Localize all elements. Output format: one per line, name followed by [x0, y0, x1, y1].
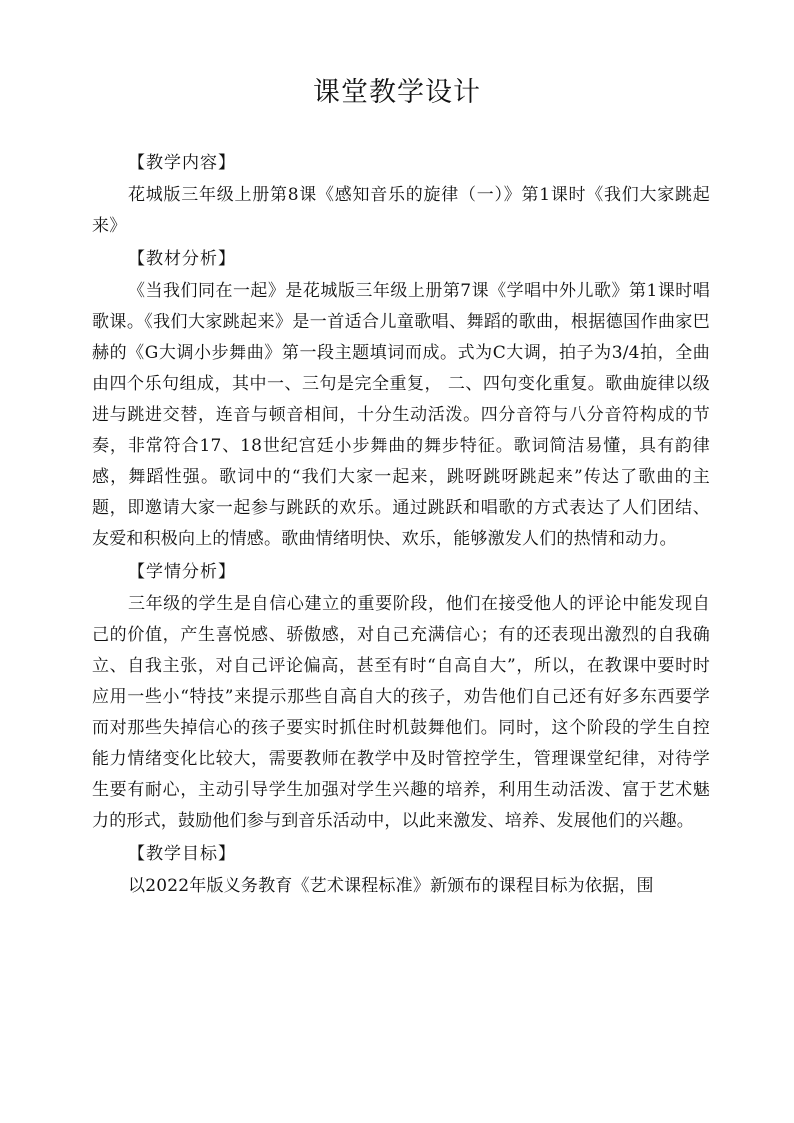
section-student-analysis: [92, 555, 710, 837]
section-heading: 【教材分析】: [128, 249, 236, 269]
section-paragraph: 花城版三年级上册第8课《感知音乐的旋律（一）》第1课时《我们大家跳起来》: [92, 185, 710, 236]
section-heading: 【教学目标】: [128, 844, 236, 864]
section-heading: 【教学内容】: [128, 153, 236, 173]
page-title: 课堂教学设计: [313, 77, 481, 108]
section-paragraph: 三年级的学生是自信心建立的重要阶段，他们在接受他人的评论中能发现自己的价值，产生喜悦感、骄傲感，对自己充满信心；有的还表现出激烈的自我确立、自我主张，对自己评论偏高，甚至有时“自高自大”，所以，在教课中要时时应用一些小“特技”来提示那些自高自大的孩子，劝告他们自己还有好多东西要学而对那些失掉信心的孩子要实时抓住时机鼓舞他们。同时，这个阶段的学生自控能力情绪变化比较大，需要教师在教学中及时管控学生，管理课堂纪律，对待学生要有耐心，主动引导学生加强对学生兴趣的培养，利用生动活泼、富于艺术魅力的形式，鼓励他们参与到音乐活动中，以此来激发、培养、发展他们的兴趣。: [92, 594, 710, 831]
section-teaching-goals: [92, 837, 710, 902]
section-heading: 【学情分析】: [128, 562, 236, 582]
section-teaching-content: [92, 146, 710, 242]
document-body: [92, 146, 710, 902]
section-paragraph: 《当我们同在一起》是花城版三年级上册第7课《学唱中外儿歌》第1课时唱歌课。《我们大家跳起来》是一首适合儿童歌唱、舞蹈的歌曲，根据德国作曲家巴赫的《G大调小步舞曲》第一段主题填词而成。式为C大调，拍子为3/4拍，全曲由四个乐句组成，其中一、三句是完全重复， 二、四句变化重复。歌曲旋律以级进与跳进交替，连音与顿音相间，十分生动活泼。四分音符与八分音符构成的节奏，非常符合17、18世纪宫廷小步舞曲的舞步特征。歌词简洁易懂，具有韵律感，舞蹈性强。歌词中的“我们大家一起来，跳呀跳呀跳起来”传达了歌曲的主题，即邀请大家一起参与跳跃的欢乐。通过跳跃和唱歌的方式表达了人们团结、友爱和积极向上的情感。歌曲情绪明快、欢乐，能够激发人们的热情和动力。: [92, 281, 710, 549]
section-material-analysis: [92, 242, 710, 555]
section-paragraph: 以2022年版义务教育《艺术课程标准》新颁布的课程目标为依据，围: [128, 876, 654, 896]
